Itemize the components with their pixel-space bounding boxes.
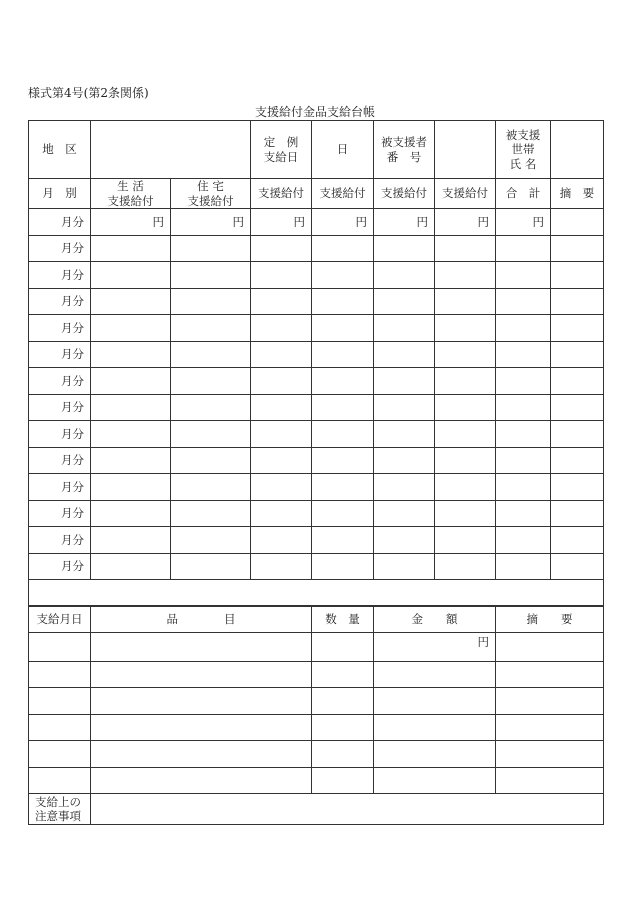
table-row bbox=[29, 368, 604, 395]
amount-cell[interactable] bbox=[435, 394, 496, 421]
amount-cell[interactable] bbox=[171, 527, 251, 554]
amount-cell[interactable] bbox=[435, 553, 496, 580]
recipient-number-value-cell[interactable] bbox=[435, 121, 496, 179]
table-row bbox=[29, 500, 604, 527]
remarks-cell[interactable] bbox=[551, 288, 604, 315]
total-cell[interactable] bbox=[496, 262, 551, 289]
benefit-column-header: 支援給付 bbox=[374, 179, 435, 209]
amount-cell[interactable] bbox=[251, 500, 312, 527]
amount-cell[interactable]: 円 bbox=[374, 633, 496, 662]
day-label: 日 bbox=[312, 121, 374, 179]
item-cell[interactable] bbox=[91, 661, 312, 688]
amount-cell[interactable] bbox=[251, 421, 312, 448]
amount-cell[interactable] bbox=[251, 288, 312, 315]
amount-cell[interactable] bbox=[435, 368, 496, 395]
amount-cell[interactable] bbox=[251, 315, 312, 342]
amount-cell[interactable] bbox=[312, 341, 374, 368]
remarks-cell[interactable] bbox=[551, 394, 604, 421]
amount-cell[interactable]: 円 bbox=[374, 209, 435, 236]
amount-cell[interactable] bbox=[374, 500, 435, 527]
item-supply-table bbox=[28, 605, 604, 825]
amount-cell[interactable] bbox=[435, 288, 496, 315]
table-row bbox=[29, 661, 604, 688]
month-label: 月分 bbox=[29, 447, 91, 474]
ledger-header-row bbox=[29, 121, 604, 179]
amount-cell[interactable] bbox=[171, 394, 251, 421]
amount-cell[interactable] bbox=[374, 368, 435, 395]
amount-cell[interactable] bbox=[374, 527, 435, 554]
amount-cell[interactable] bbox=[374, 553, 435, 580]
remarks-cell[interactable] bbox=[496, 767, 604, 794]
amount-cell[interactable] bbox=[374, 741, 496, 768]
living-benefit-column-header: 生 活 支援給付 bbox=[91, 179, 171, 209]
remarks-cell[interactable] bbox=[551, 262, 604, 289]
amount-cell[interactable] bbox=[374, 688, 496, 715]
notes-row bbox=[29, 794, 604, 825]
date-cell[interactable] bbox=[29, 767, 91, 794]
supply-date-column-header: 支給月日 bbox=[29, 606, 91, 633]
amount-cell[interactable] bbox=[312, 447, 374, 474]
amount-cell[interactable] bbox=[171, 288, 251, 315]
form-title: 支援給付金品支給台帳 bbox=[254, 105, 375, 119]
amount-cell[interactable] bbox=[171, 235, 251, 262]
amount-cell[interactable] bbox=[251, 474, 312, 501]
amount-cell[interactable] bbox=[91, 500, 171, 527]
remarks-cell[interactable] bbox=[551, 368, 604, 395]
amount-cell[interactable] bbox=[91, 262, 171, 289]
remarks-cell[interactable] bbox=[551, 553, 604, 580]
amount-cell[interactable] bbox=[171, 447, 251, 474]
remarks-cell[interactable] bbox=[496, 688, 604, 715]
item-cell[interactable] bbox=[91, 741, 312, 768]
amount-cell[interactable] bbox=[374, 767, 496, 794]
amount-cell[interactable] bbox=[171, 500, 251, 527]
table-row bbox=[29, 421, 604, 448]
remarks-cell[interactable] bbox=[496, 661, 604, 688]
amount-cell[interactable] bbox=[312, 474, 374, 501]
item-cell[interactable] bbox=[91, 633, 312, 662]
month-label: 月分 bbox=[29, 209, 91, 236]
remarks-column-header: 摘 要 bbox=[551, 179, 604, 209]
amount-cell[interactable] bbox=[312, 527, 374, 554]
benefit-column-header: 支援給付 bbox=[312, 179, 374, 209]
amount-cell[interactable] bbox=[374, 315, 435, 342]
table-row bbox=[29, 527, 604, 554]
amount-cell[interactable] bbox=[374, 341, 435, 368]
quantity-cell[interactable] bbox=[312, 741, 374, 768]
remarks-cell[interactable] bbox=[551, 421, 604, 448]
total-cell[interactable] bbox=[496, 341, 551, 368]
amount-cell[interactable] bbox=[435, 527, 496, 554]
amount-cell[interactable] bbox=[91, 447, 171, 474]
amount-cell[interactable] bbox=[171, 368, 251, 395]
table-row bbox=[29, 315, 604, 342]
district-label: 地 区 bbox=[29, 121, 91, 179]
amount-cell[interactable] bbox=[435, 474, 496, 501]
notes-label: 支給上の 注意事項 bbox=[29, 794, 91, 825]
amount-cell[interactable]: 円 bbox=[251, 209, 312, 236]
total-cell[interactable] bbox=[496, 394, 551, 421]
remarks-cell[interactable] bbox=[496, 633, 604, 662]
form-number-label: 様式第4号(第2条関係) bbox=[28, 86, 149, 100]
table-row bbox=[29, 688, 604, 715]
quantity-cell[interactable] bbox=[312, 714, 374, 741]
amount-cell[interactable] bbox=[435, 262, 496, 289]
total-cell[interactable] bbox=[496, 421, 551, 448]
amount-cell[interactable] bbox=[171, 553, 251, 580]
amount-cell[interactable] bbox=[251, 262, 312, 289]
amount-cell[interactable] bbox=[435, 341, 496, 368]
benefit-column-header: 支援給付 bbox=[435, 179, 496, 209]
items-header-row bbox=[29, 606, 604, 633]
month-label: 月分 bbox=[29, 235, 91, 262]
total-cell[interactable] bbox=[496, 368, 551, 395]
remarks-cell[interactable] bbox=[551, 315, 604, 342]
month-label: 月分 bbox=[29, 368, 91, 395]
amount-cell[interactable] bbox=[312, 262, 374, 289]
remarks-cell[interactable] bbox=[551, 209, 604, 236]
total-cell[interactable] bbox=[496, 527, 551, 554]
table-row bbox=[29, 767, 604, 794]
ledger-blank-row bbox=[29, 580, 604, 607]
amount-cell[interactable] bbox=[312, 500, 374, 527]
amount-cell[interactable] bbox=[312, 288, 374, 315]
amount-cell[interactable]: 円 bbox=[312, 209, 374, 236]
item-column-header: 品 目 bbox=[91, 606, 312, 633]
table-row bbox=[29, 633, 604, 662]
amount-cell[interactable] bbox=[171, 262, 251, 289]
recipient-number-label: 被支援者 番 号 bbox=[374, 121, 435, 179]
ledger-column-header-row bbox=[29, 179, 604, 209]
amount-cell[interactable] bbox=[91, 421, 171, 448]
amount-cell[interactable] bbox=[91, 315, 171, 342]
amount-cell[interactable] bbox=[374, 235, 435, 262]
amount-cell[interactable] bbox=[374, 474, 435, 501]
month-label: 月分 bbox=[29, 527, 91, 554]
blank-cell[interactable] bbox=[29, 580, 604, 607]
amount-cell[interactable] bbox=[171, 341, 251, 368]
remarks-cell[interactable] bbox=[551, 527, 604, 554]
amount-cell[interactable] bbox=[91, 553, 171, 580]
month-label: 月分 bbox=[29, 288, 91, 315]
month-label: 月分 bbox=[29, 394, 91, 421]
amount-cell[interactable] bbox=[251, 553, 312, 580]
amount-cell[interactable] bbox=[91, 527, 171, 554]
amount-cell[interactable] bbox=[91, 288, 171, 315]
amount-cell[interactable] bbox=[171, 421, 251, 448]
amount-cell[interactable] bbox=[312, 368, 374, 395]
table-row bbox=[29, 209, 604, 236]
quantity-cell[interactable] bbox=[312, 688, 374, 715]
item-cell[interactable] bbox=[91, 688, 312, 715]
amount-cell[interactable] bbox=[91, 474, 171, 501]
amount-cell[interactable] bbox=[435, 500, 496, 527]
date-cell[interactable] bbox=[29, 714, 91, 741]
amount-cell[interactable] bbox=[374, 262, 435, 289]
table-row bbox=[29, 288, 604, 315]
month-column-header: 月 別 bbox=[29, 179, 91, 209]
amount-cell[interactable] bbox=[374, 661, 496, 688]
table-row bbox=[29, 474, 604, 501]
amount-cell[interactable] bbox=[435, 315, 496, 342]
total-cell[interactable] bbox=[496, 288, 551, 315]
table-row bbox=[29, 394, 604, 421]
amount-cell[interactable] bbox=[91, 368, 171, 395]
month-label: 月分 bbox=[29, 341, 91, 368]
amount-cell[interactable] bbox=[435, 235, 496, 262]
remarks-cell[interactable] bbox=[551, 235, 604, 262]
amount-cell[interactable] bbox=[312, 315, 374, 342]
date-cell[interactable] bbox=[29, 688, 91, 715]
total-cell[interactable] bbox=[496, 553, 551, 580]
amount-cell[interactable] bbox=[91, 341, 171, 368]
total-cell[interactable] bbox=[496, 447, 551, 474]
remarks-cell[interactable] bbox=[551, 341, 604, 368]
amount-cell[interactable] bbox=[312, 421, 374, 448]
amount-cell[interactable] bbox=[91, 394, 171, 421]
amount-cell[interactable] bbox=[251, 527, 312, 554]
amount-cell[interactable] bbox=[251, 447, 312, 474]
month-label: 月分 bbox=[29, 262, 91, 289]
amount-cell[interactable]: 円 bbox=[435, 209, 496, 236]
amount-cell[interactable] bbox=[251, 368, 312, 395]
amount-column-header: 金 額 bbox=[374, 606, 496, 633]
month-label: 月分 bbox=[29, 421, 91, 448]
amount-cell[interactable] bbox=[374, 394, 435, 421]
total-column-header: 合 計 bbox=[496, 179, 551, 209]
item-cell[interactable] bbox=[91, 714, 312, 741]
total-cell[interactable] bbox=[496, 235, 551, 262]
notes-value-cell[interactable] bbox=[91, 794, 604, 825]
amount-cell[interactable] bbox=[374, 447, 435, 474]
amount-cell[interactable] bbox=[171, 474, 251, 501]
benefit-column-header: 支援給付 bbox=[251, 179, 312, 209]
table-row bbox=[29, 741, 604, 768]
remarks-column-header: 摘 要 bbox=[496, 606, 604, 633]
housing-benefit-column-header: 住 宅 支援給付 bbox=[171, 179, 251, 209]
remarks-cell[interactable] bbox=[551, 447, 604, 474]
amount-cell[interactable] bbox=[251, 394, 312, 421]
quantity-cell[interactable] bbox=[312, 767, 374, 794]
table-row bbox=[29, 262, 604, 289]
total-cell[interactable] bbox=[496, 500, 551, 527]
remarks-cell[interactable] bbox=[496, 714, 604, 741]
table-row bbox=[29, 714, 604, 741]
amount-cell[interactable] bbox=[312, 394, 374, 421]
total-cell[interactable]: 円 bbox=[496, 209, 551, 236]
amount-cell[interactable] bbox=[374, 421, 435, 448]
table-row bbox=[29, 447, 604, 474]
household-name-label: 被支援 世帯 氏 名 bbox=[496, 121, 551, 179]
quantity-cell[interactable] bbox=[312, 661, 374, 688]
table-row bbox=[29, 553, 604, 580]
amount-cell[interactable] bbox=[312, 553, 374, 580]
amount-cell[interactable]: 円 bbox=[91, 209, 171, 236]
district-value-cell[interactable] bbox=[91, 121, 251, 179]
amount-cell[interactable] bbox=[251, 235, 312, 262]
remarks-cell[interactable] bbox=[551, 500, 604, 527]
amount-cell[interactable] bbox=[435, 421, 496, 448]
amount-cell[interactable] bbox=[171, 315, 251, 342]
amount-cell[interactable] bbox=[435, 447, 496, 474]
quantity-cell[interactable] bbox=[312, 633, 374, 662]
month-label: 月分 bbox=[29, 500, 91, 527]
item-cell[interactable] bbox=[91, 767, 312, 794]
month-label: 月分 bbox=[29, 315, 91, 342]
month-label: 月分 bbox=[29, 474, 91, 501]
total-cell[interactable] bbox=[496, 315, 551, 342]
date-cell[interactable] bbox=[29, 661, 91, 688]
amount-cell[interactable] bbox=[374, 714, 496, 741]
date-cell[interactable] bbox=[29, 633, 91, 662]
amount-cell[interactable] bbox=[91, 235, 171, 262]
remarks-cell[interactable] bbox=[551, 474, 604, 501]
total-cell[interactable] bbox=[496, 474, 551, 501]
amount-cell[interactable] bbox=[251, 341, 312, 368]
month-label: 月分 bbox=[29, 553, 91, 580]
amount-cell[interactable] bbox=[374, 288, 435, 315]
amount-cell[interactable]: 円 bbox=[171, 209, 251, 236]
table-row bbox=[29, 235, 604, 262]
regular-date-label: 定 例 支給日 bbox=[251, 121, 312, 179]
table-row bbox=[29, 341, 604, 368]
quantity-column-header: 数 量 bbox=[312, 606, 374, 633]
date-cell[interactable] bbox=[29, 741, 91, 768]
benefit-ledger-table bbox=[28, 120, 604, 607]
amount-cell[interactable] bbox=[312, 235, 374, 262]
remarks-cell[interactable] bbox=[496, 741, 604, 768]
household-name-value-cell[interactable] bbox=[551, 121, 604, 179]
